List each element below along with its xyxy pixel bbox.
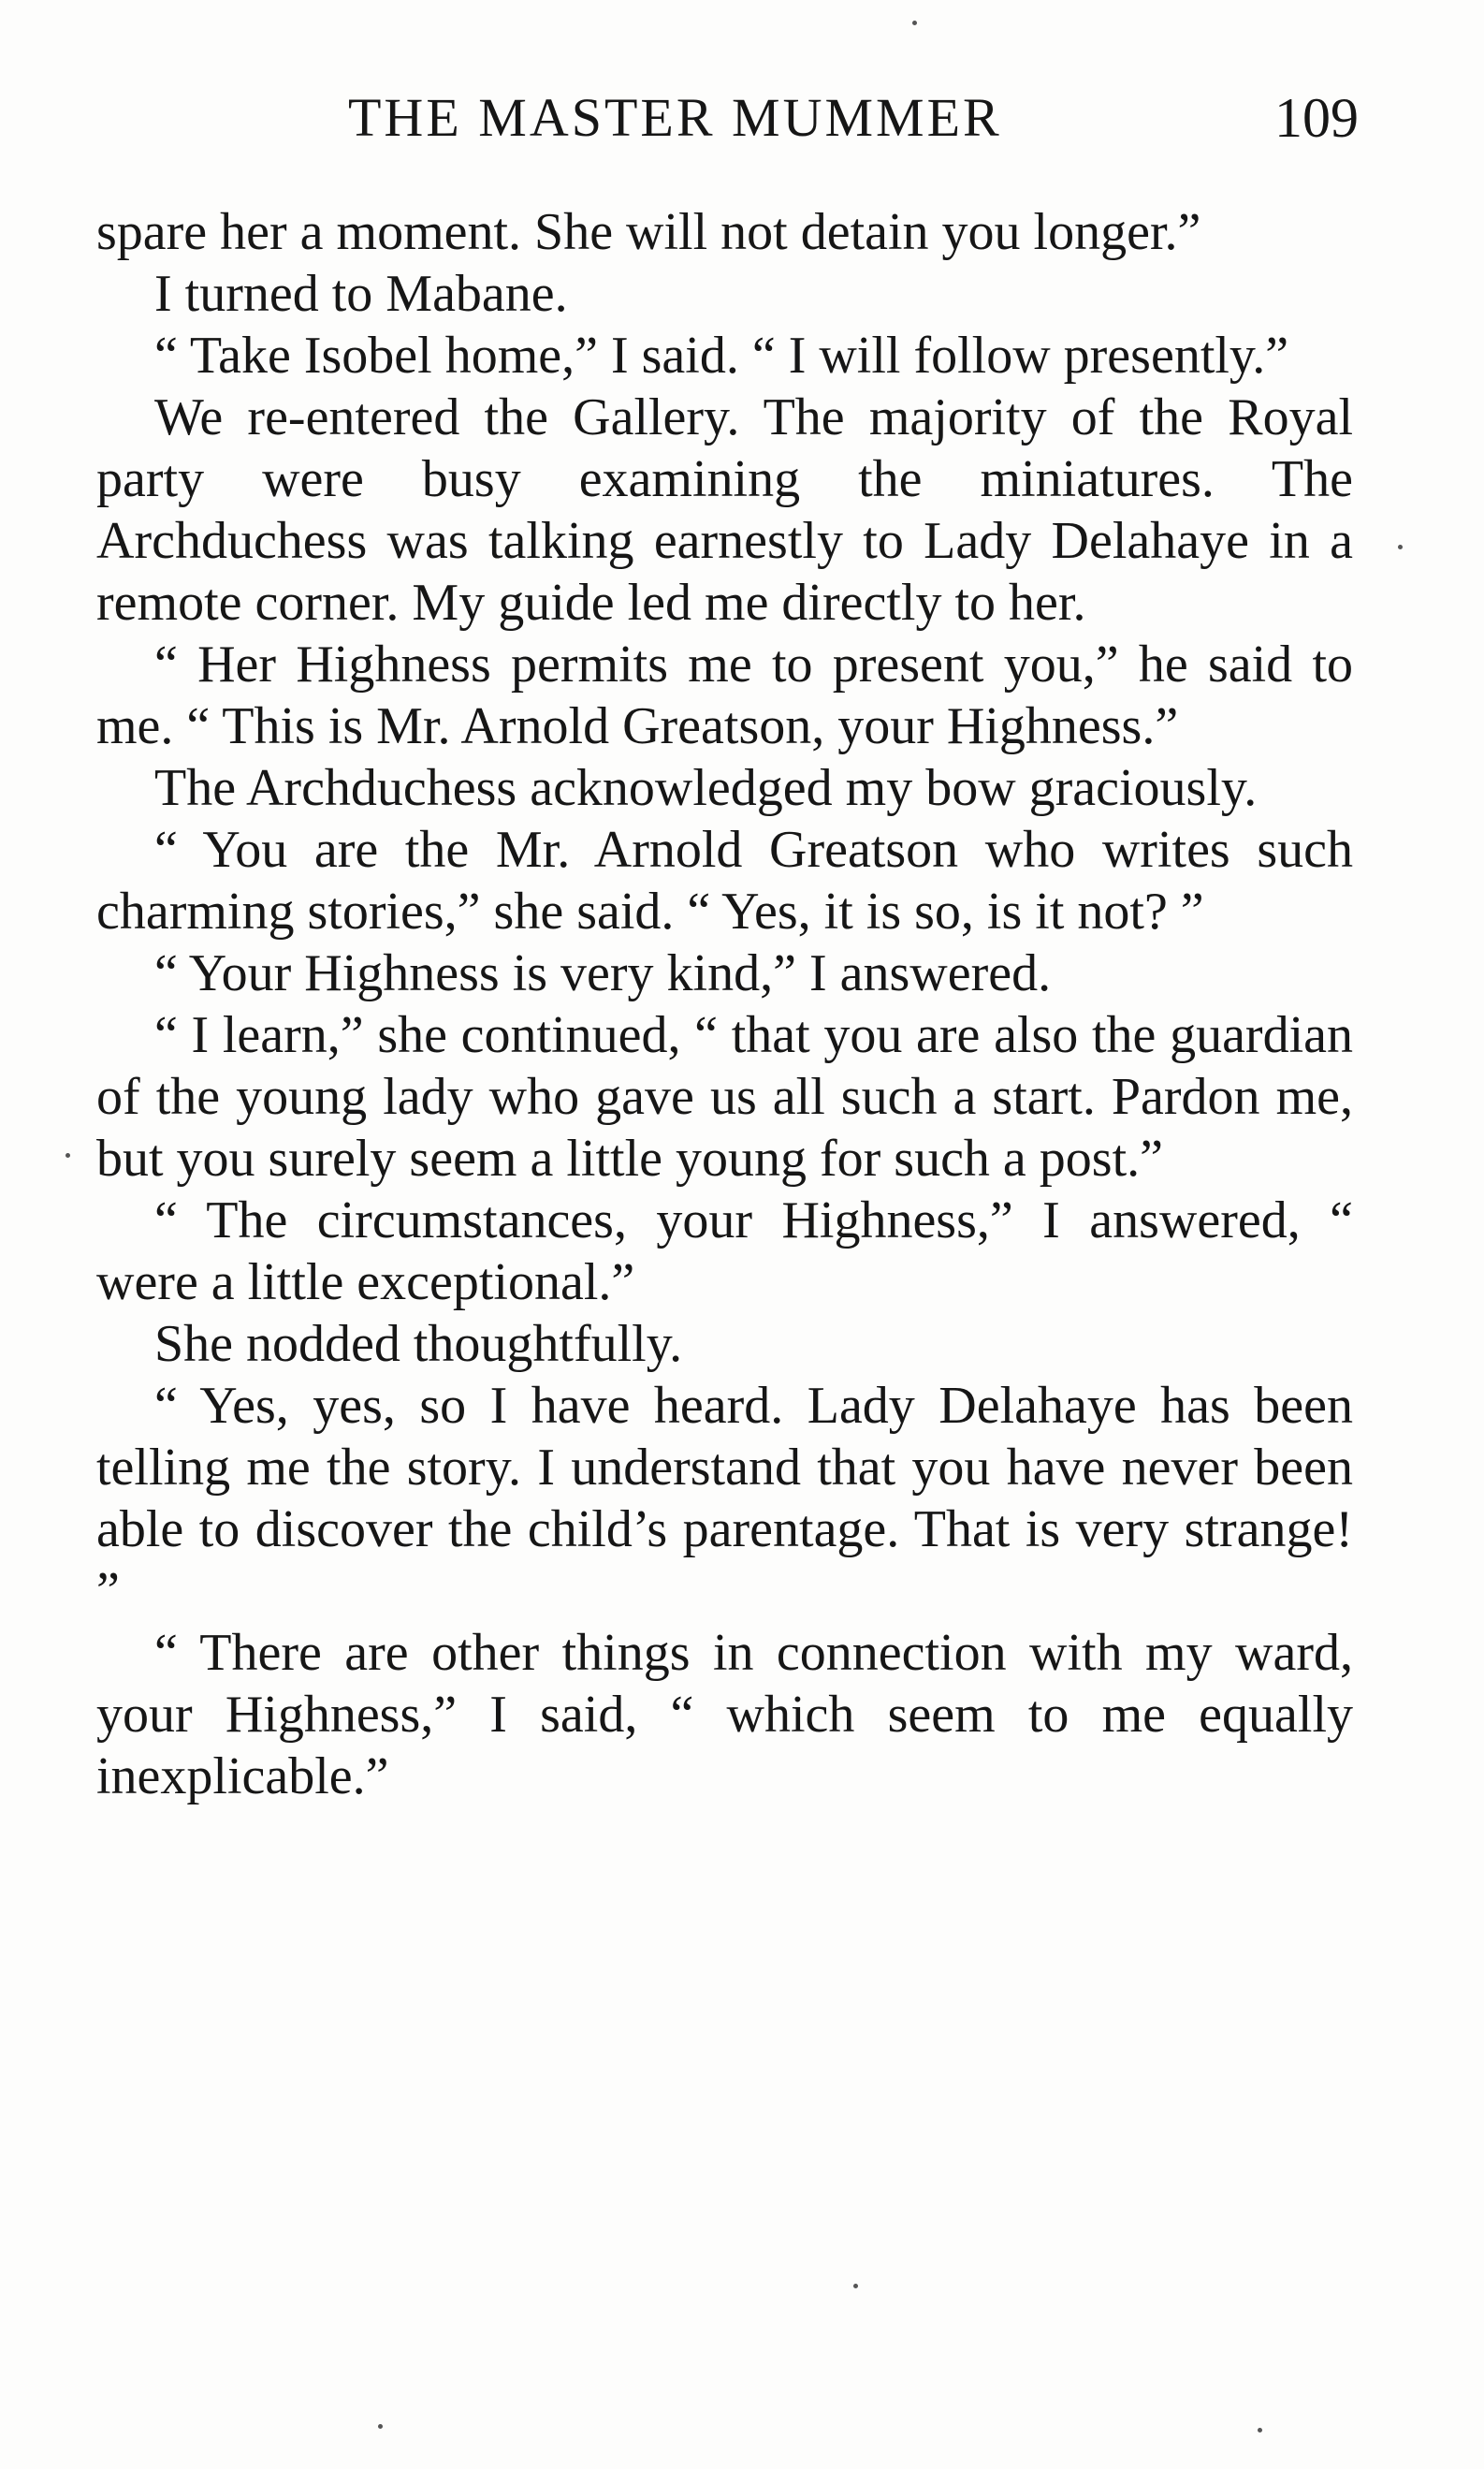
scan-speck [1258, 2428, 1262, 2432]
scan-speck [853, 2284, 858, 2288]
paragraph: spare her a moment. She will not detain you longer.” [96, 203, 1201, 261]
paragraph: “ I learn,” she continued, “ that you are also the guardian of the young lady who gave us all such a start. Pardon me, but you surely seem a little young for such a post.” [96, 1006, 1353, 1188]
paragraph: “ The circumstances, your Highness,” I answered, “ were a little exceptional.” [96, 1191, 1353, 1311]
paragraph: “ You are the Mr. Arnold Greatson who writes such charming stories,” she said. “ Yes, it is so, is it not? ” [96, 821, 1353, 941]
paragraph: The Archduchess acknowledged my bow graciously. [154, 759, 1258, 817]
page-number: 109 [1274, 87, 1359, 149]
paragraph: She nodded thoughtfully. [154, 1315, 683, 1373]
scan-speck [65, 1153, 70, 1158]
paragraph: “ There are other things in connection with my ward, your Highness,” I said, “ which seem to me equally inexplicable.” [96, 1624, 1353, 1805]
paragraph: “ Take Isobel home,” I said. “ I will follow presently.” [154, 327, 1289, 385]
scan-speck [912, 21, 917, 25]
paragraph: “ Her Highness permits me to present you,” he said to me. “ This is Mr. Arnold Greatson, your Highness.” [96, 636, 1353, 755]
running-head-title: THE MASTER MUMMER [348, 87, 1002, 148]
scan-speck [1398, 545, 1403, 549]
paragraph: “ Your Highness is very kind,” I answered. [154, 944, 1052, 1002]
paragraph: We re-entered the Gallery. The majority of the Royal party were busy examining the miniatures. The Archduchess was talking earnestly to Lady Delahaye in a remote corner. My guide led me directly to her. [96, 388, 1353, 632]
scan-speck [378, 2424, 383, 2429]
paragraph: “ Yes, yes, so I have heard. Lady Delahaye has been telling me the story. I understand that you have never been able to discover the child’s parentage. That is very strange! ” [96, 1377, 1353, 1620]
paragraph: I turned to Mabane. [154, 265, 568, 323]
body-text [96, 201, 1353, 1807]
